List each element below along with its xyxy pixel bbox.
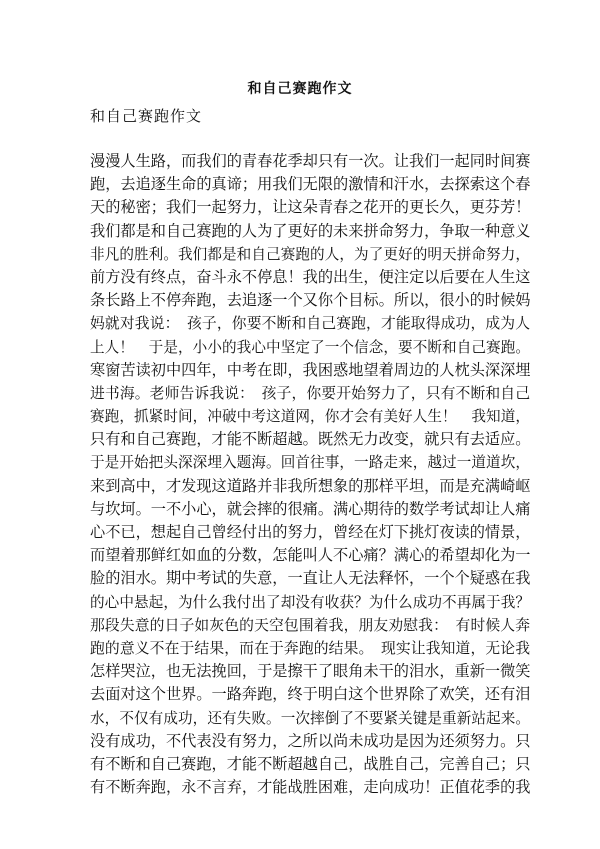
essay-line: 心不已，想起自己曾经付出的努力，曾经在灯下挑灯夜读的情景，: [90, 523, 531, 541]
essay-line: 我们都是和自己赛跑的人为了更好的未来拼命努力，争取一种意义: [90, 221, 531, 240]
essay-line: 跑，去追逐生命的真谛；用我们无限的激情和汗水，去探索这个春: [90, 175, 531, 194]
essay-line: 与坎坷。一不小心，就会摔的很痛。满心期待的数学考试却让人痛: [90, 499, 531, 518]
essay-line: 赛跑，抓紧时间，冲破中考这道网，你才会有美好人生！ 我知道，: [90, 408, 530, 426]
essay-line: 只有和自己赛跑，才能不断超越。既然无力改变，就只有去适应。: [90, 430, 531, 449]
essay-line: 非凡的胜利。我们都是和自己赛跑的人，为了更好的明天拼命努力，: [90, 245, 530, 263]
essay-line: 那段失意的日子如灰色的天空包围着我，朋友劝慰我： 有时候人奔: [90, 616, 530, 634]
essay-line: 水，不仅有成功，还有失败。一次摔倒了不要紧关键是重新站起来。: [90, 709, 530, 727]
essay-line: 而望着那鲜红如血的分数，怎能叫人不心痛？满心的希望却化为一: [90, 546, 531, 565]
page-title: 和自己赛跑作文: [247, 81, 353, 97]
essay-line: 有不断奔跑，永不言弃，才能战胜困难，走向成功！正值花季的我: [90, 778, 531, 797]
essay-line: 没有成功，不代表没有努力，之所以尚未成功是因为还须努力。只: [90, 731, 531, 750]
essay-line: 前方没有终点，奋斗永不停息！我的出生，便注定以后要在人生这: [90, 267, 531, 286]
essay-line: 妈就对我说： 孩子，你要不断和自己赛跑，才能取得成功，成为人: [90, 315, 530, 333]
essay-line: 来到高中，才发现这道路并非我所想象的那样平坦，而是充满崎岖: [90, 476, 531, 495]
essay-line: 漫漫人生路，而我们的青春花季却只有一次。让我们一起同时间赛: [90, 152, 531, 170]
essay-line: 寒窗苦读初中四年，中考在即，我困惑地望着周边的人枕头深深埋: [90, 360, 531, 379]
essay-line: 脸的泪水。期中考试的失意，一直让人无法释怀，一个个疑惑在我: [90, 569, 531, 588]
essay-line: 天的秘密；我们一起努力，让这朵青春之花开的更长久，更芬芳！: [90, 198, 531, 217]
essay-line: 跑的意义不在于结果，而在于奔跑的结果。 现实让我知道，无论我: [90, 639, 530, 657]
essay-line: 的心中悬起，为什么我付出了却没有收获？为什么成功不再属于我？: [90, 593, 530, 611]
essay-line: 怎样哭泣，也无法挽回，于是擦干了眼角未干的泪水，重新一微笑: [90, 662, 531, 681]
essay-line: 去面对这个世界。一路奔跑，终于明白这个世界除了欢笑，还有泪: [90, 685, 531, 704]
essay-line: 上人！ 于是，小小的我心中坚定了一个信念，要不断和自己赛跑。: [90, 338, 530, 356]
essay-body: [90, 150, 530, 799]
essay-line: 于是开始把头深深埋入题海。回首往事，一路走来，越过一道道坎，: [90, 454, 530, 472]
essay-line: 进书海。老师告诉我说： 孩子，你要开始努力了，只有不断和自己: [90, 384, 530, 402]
essay-line: 有不断和自己赛跑，才能不断超越自己，战胜自己，完善自己；只: [90, 754, 531, 773]
document-subtitle: 和自己赛跑作文: [90, 107, 203, 125]
essay-line: 条长路上不停奔跑，去追逐一个又你个目标。所以，很小的时候妈: [90, 291, 531, 310]
